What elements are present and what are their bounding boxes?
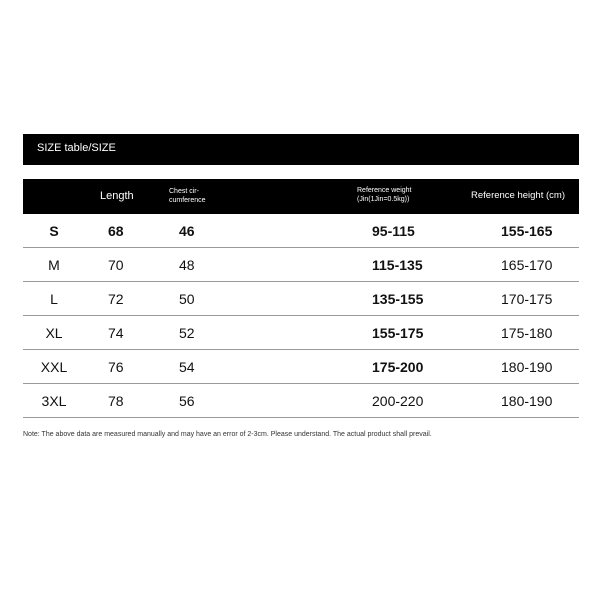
table-row (23, 214, 579, 248)
size-table-body (23, 214, 579, 418)
length-cell: 74 (108, 325, 124, 341)
header-chest-line1: Chest cir- (169, 188, 199, 195)
weight-cell: 115-135 (372, 257, 423, 273)
size-table-title-bar (23, 134, 579, 165)
weight-cell: 200-220 (372, 393, 424, 409)
measurement-note: Note: The above data are measured manually and may have an error of 2-3cm. Please understand. The actual product shall prevail. (23, 431, 432, 438)
length-cell: 76 (108, 359, 124, 375)
size-cell: L (50, 291, 58, 307)
table-row (23, 350, 579, 384)
weight-cell: 155-175 (372, 325, 424, 341)
header-weight-line1: Reference weight (357, 187, 412, 194)
table-row (23, 282, 579, 316)
size-table-header (23, 179, 579, 214)
chest-cell: 48 (179, 257, 195, 273)
height-cell: 180-190 (501, 393, 553, 409)
weight-cell: 95-115 (372, 223, 415, 239)
header-weight-line2: (Jin(1Jin=0.5kg)) (357, 196, 410, 203)
height-cell: 175-180 (501, 325, 553, 341)
chest-cell: 56 (179, 393, 195, 409)
chest-cell: 54 (179, 359, 195, 375)
length-cell: 70 (108, 257, 124, 273)
length-cell: 68 (108, 223, 124, 239)
header-reference-height: Reference height (cm) (471, 190, 565, 201)
table-row (23, 316, 579, 350)
size-cell: S (49, 223, 59, 239)
size-cell: M (48, 257, 60, 273)
table-row (23, 384, 579, 418)
height-cell: 170-175 (501, 291, 553, 307)
table-row (23, 248, 579, 282)
length-cell: 72 (108, 291, 124, 307)
chest-cell: 46 (179, 223, 195, 239)
size-cell: 3XL (41, 393, 67, 409)
height-cell: 155-165 (501, 223, 553, 239)
header-chest-circumference (169, 187, 229, 205)
chest-cell: 50 (179, 291, 195, 307)
header-reference-weight (357, 186, 467, 204)
weight-cell: 135-155 (372, 291, 424, 307)
weight-cell: 175-200 (372, 359, 424, 375)
size-cell: XXL (40, 359, 68, 375)
size-cell: XL (45, 325, 63, 341)
header-chest-line2: cumference (169, 197, 206, 204)
chest-cell: 52 (179, 325, 195, 341)
length-cell: 78 (108, 393, 124, 409)
header-length: Length (100, 190, 134, 202)
height-cell: 165-170 (501, 257, 553, 273)
height-cell: 180-190 (501, 359, 553, 375)
size-table-title: SIZE table/SIZE (37, 142, 116, 154)
